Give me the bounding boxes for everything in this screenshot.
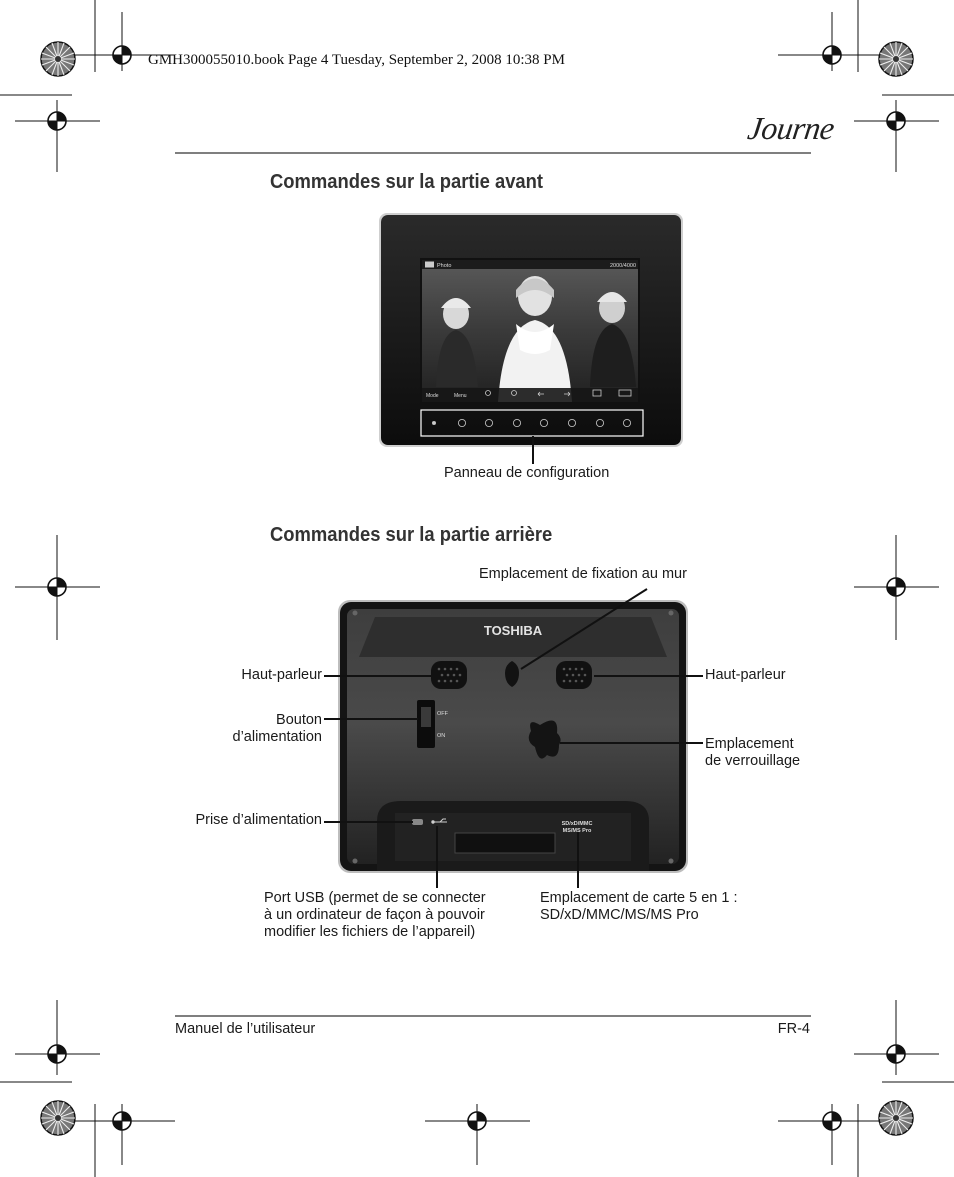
section-title-front: Commandes sur la partie avant xyxy=(270,171,544,193)
footer-page-number: FR-4 xyxy=(777,1021,810,1037)
power-button-label-2: d’alimentation xyxy=(232,729,322,745)
screen-menu-button-label: Menu xyxy=(454,393,467,399)
lock-slot-label-2: de verrouillage xyxy=(705,753,801,769)
footer-manual-title: Manuel de l’utilisateur xyxy=(175,1021,316,1037)
power-jack-label: Prise d’alimentation xyxy=(195,812,322,828)
usb-label-2: à un ordinateur de façon à pouvoir xyxy=(264,907,485,923)
switch-off-label: OFF xyxy=(437,711,448,717)
usb-label-1: Port USB (permet de se connecter xyxy=(264,890,486,906)
wall-mount-label: Emplacement de fixation au mur xyxy=(479,566,687,582)
speaker-left-label: Haut-parleur xyxy=(241,667,322,683)
control-panel-label: Panneau de configuration xyxy=(444,465,610,481)
card-slot-label-1: Emplacement de carte 5 en 1 : xyxy=(540,890,738,906)
device-brand-logo: TOSHIBA xyxy=(483,623,543,638)
speaker-right-label: Haut-parleur xyxy=(705,667,786,683)
card-slot-label-2: SD/xD/MMC/MS/MS Pro xyxy=(540,907,699,923)
power-button-label-1: Bouton xyxy=(276,712,322,728)
screen-mode-label: Photo xyxy=(437,263,452,269)
card-slot-marking-2: MS/MS Pro xyxy=(562,828,592,834)
screen-mode-button-label: Mode xyxy=(426,393,439,399)
brand-script: Journe xyxy=(745,110,837,146)
lock-slot-label-1: Emplacement xyxy=(705,736,794,752)
card-slot-marking-1: SD/xD/MMC xyxy=(561,821,593,827)
screen-counter: 2000/4000 xyxy=(610,263,636,269)
usb-label-3: modifier les fichiers de l’appareil) xyxy=(264,924,476,940)
book-info-line: GMH300055010.book Page 4 Tuesday, September 2, 2008 10:38 PM xyxy=(148,52,565,68)
switch-on-label: ON xyxy=(437,733,446,739)
section-title-rear: Commandes sur la partie arrière xyxy=(270,524,553,546)
